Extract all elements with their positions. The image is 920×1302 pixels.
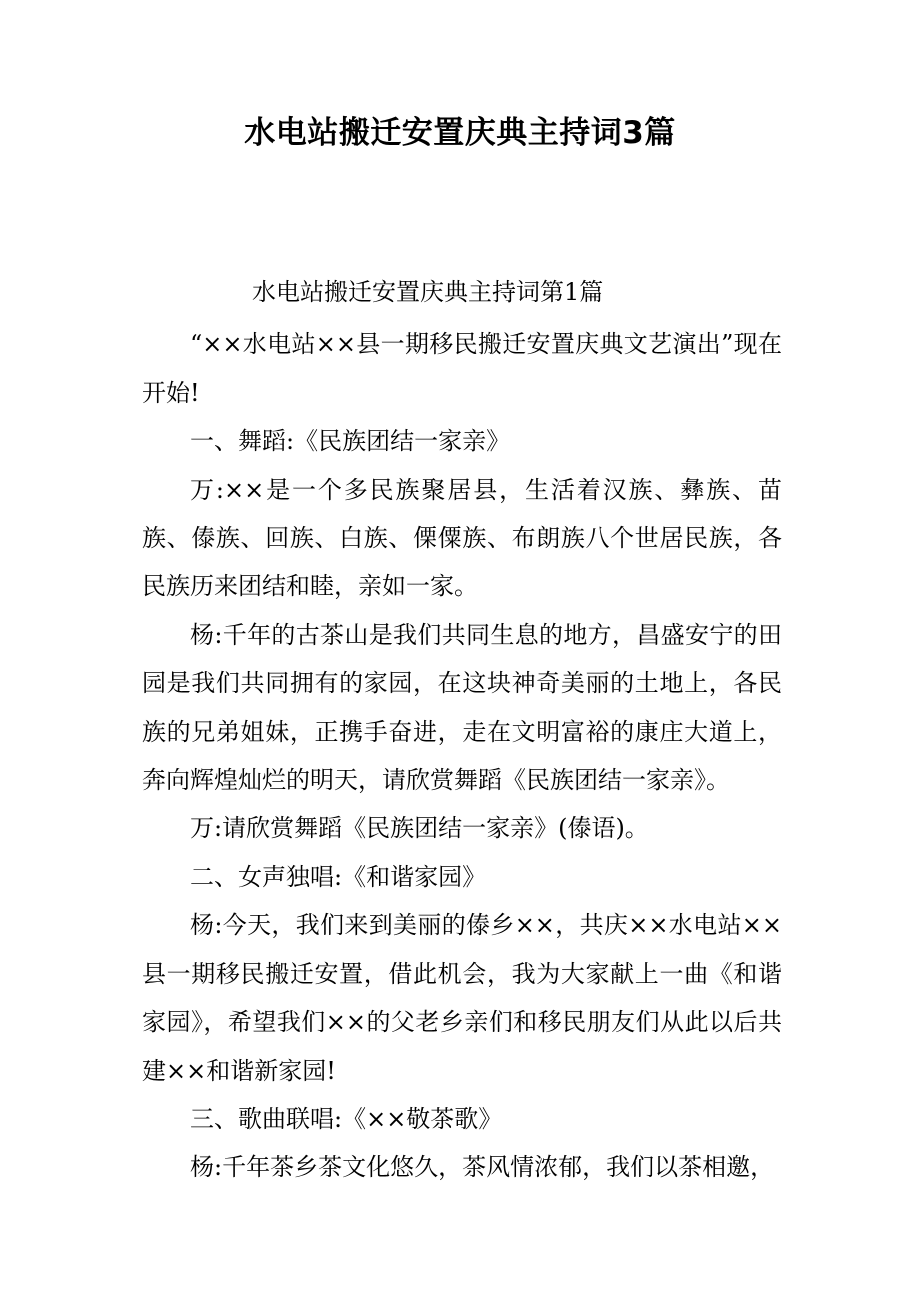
document-title: 水电站搬迁安置庆典主持词3篇 <box>244 115 676 151</box>
paragraph-wan-1: 万:××是一个多民族聚居县，生活着汉族、彝族、苗族、傣族、回族、白族、傈僳族、布朗族八个世居民族，各民族历来团结和睦，亲如一家。 <box>142 475 782 601</box>
paragraph-yang-3: 杨:千年茶乡茶文化悠久，茶风情浓郁，我们以茶相邀， <box>190 1153 775 1182</box>
paragraph-program-2: 二、女声独唱:《和谐家园》 <box>190 862 487 891</box>
paragraph-opening: “××水电站××县一期移民搬迁安置庆典文艺演出”现在开始! <box>142 330 782 407</box>
paragraph-yang-2: 杨:今天，我们来到美丽的傣乡××，共庆××水电站××县一期移民搬迁安置，借此机会，我为大家献上一曲《和谐家园》，希望我们××的父老乡亲们和移民朋友们从此以后共建××和谐新家园! <box>142 911 782 1085</box>
document-body <box>142 268 782 1192</box>
paragraph-program-3: 三、歌曲联唱:《××敬茶歌》 <box>190 1104 503 1133</box>
paragraph-wan-2: 万:请欣赏舞蹈《民族团结一家亲》(傣语)。 <box>190 814 649 843</box>
paragraph-yang-1: 杨:千年的古茶山是我们共同生息的地方，昌盛安宁的田园是我们共同拥有的家园，在这块神奇美丽的土地上，各民族的兄弟姐妹，正携手奋进，走在文明富裕的康庄大道上，奔向辉煌灿烂的明天，请欣赏舞蹈《民族团结一家亲》。 <box>142 620 782 795</box>
section-subtitle: 水电站搬迁安置庆典主持词第1篇 <box>252 278 604 306</box>
paragraph-program-1: 一、舞蹈:《民族团结一家亲》 <box>190 427 511 456</box>
